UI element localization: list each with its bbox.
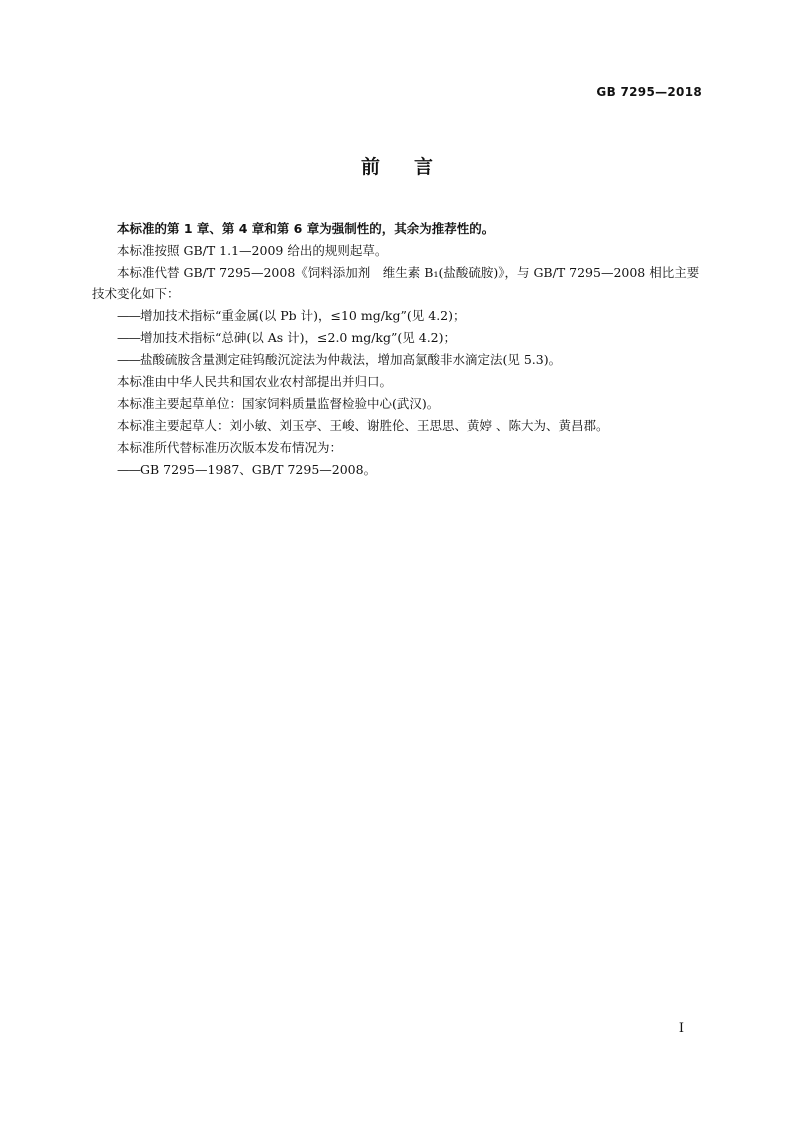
dash-marker: —— [117, 308, 140, 323]
change-item-text: 增加技术指标“总砷(以 As 计)，≤2.0 mg/kg”(见 4.2)； [140, 330, 456, 345]
dash-marker: —— [117, 330, 140, 345]
history-item-text: GB 7295—1987、GB/T 7295—2008。 [140, 462, 377, 477]
replacement-paragraph: 本标准代替 GB/T 7295—2008《饲料添加剂 维生素 B₁(盐酸硫胺)》，与 GB/T 7295—2008 相比主要技术变化如下： [92, 265, 700, 301]
change-item [92, 349, 704, 370]
change-item [92, 327, 704, 348]
change-item-text: 增加技术指标“重金属(以 Pb 计)，≤10 mg/kg”(见 4.2)； [140, 308, 466, 323]
dash-marker: —— [117, 352, 140, 367]
foreword-body [92, 218, 704, 481]
drafting-unit-paragraph: 本标准主要起草单位：国家饲料质量监督检验中心(武汉)。 [117, 396, 440, 411]
drafters-paragraph: 本标准主要起草人：刘小敏、刘玉亭、王峻、谢胜伦、王思思、黄婷 、陈大为、黄昌郡。 [117, 418, 609, 433]
change-item [92, 305, 704, 326]
standard-code: GB 7295—2018 [596, 85, 702, 99]
proposer-paragraph: 本标准由中华人民共和国农业农村部提出并归口。 [117, 374, 393, 389]
history-item [92, 459, 704, 480]
history-intro-paragraph: 本标准所代替标准历次版本发布情况为： [117, 440, 343, 455]
drafting-rules-paragraph: 本标准按照 GB/T 1.1—2009 给出的规则起草。 [117, 243, 388, 258]
change-item-text: 盐酸硫胺含量测定硅钨酸沉淀法为仲裁法，增加高氯酸非水滴定法(见 5.3)。 [140, 352, 562, 367]
dash-marker: —— [117, 462, 140, 477]
page-number: I [678, 1021, 684, 1036]
page-title: 前言 [360, 156, 467, 178]
mandatory-clause-paragraph: 本标准的第 1 章、第 4 章和第 6 章为强制性的，其余为推荐性的。 [117, 221, 495, 236]
